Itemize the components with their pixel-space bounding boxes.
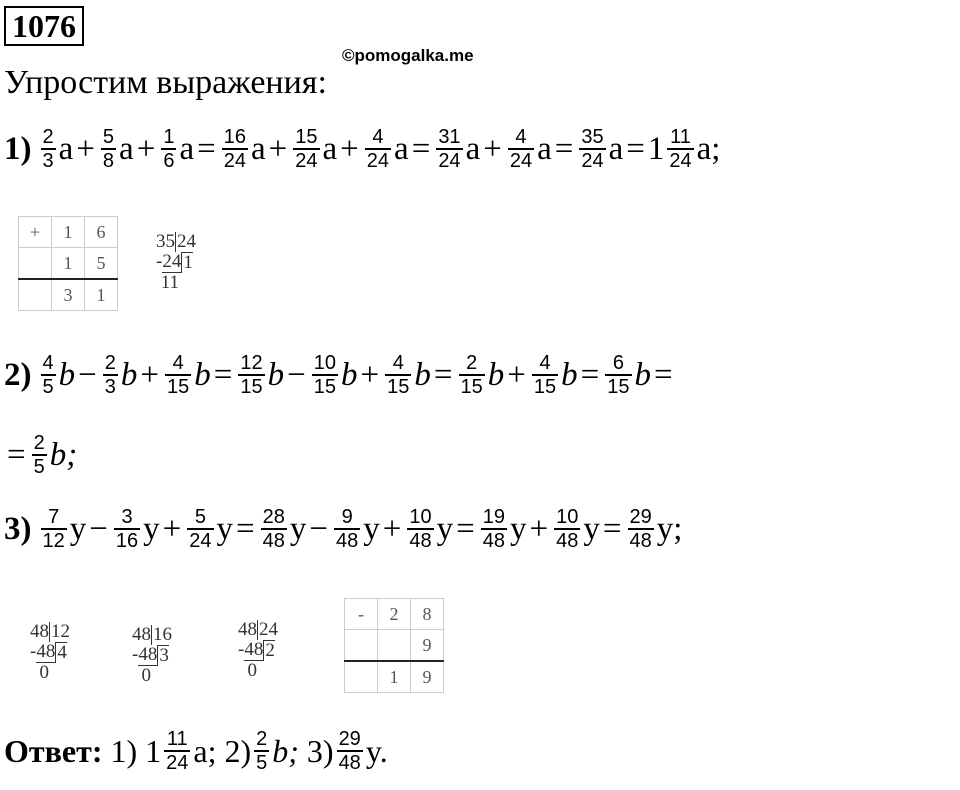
fraction: $\frac{35}{24}$ bbox=[581, 126, 604, 172]
fraction: $\frac{2}{5}$ bbox=[33, 432, 45, 478]
fraction: $\frac{10}{15}$ bbox=[313, 352, 336, 398]
fraction: $\frac{4}{15}$ bbox=[167, 352, 190, 398]
var: y bbox=[289, 510, 307, 547]
var: y bbox=[69, 510, 87, 547]
long-division-4: 48 24 - 48 2 0 bbox=[238, 619, 278, 681]
op: = bbox=[411, 130, 431, 167]
equation-3 bbox=[4, 506, 682, 552]
fraction: $\frac{16}{24}$ bbox=[223, 126, 246, 172]
fraction: $\frac{19}{48}$ bbox=[482, 506, 505, 552]
answer-item-label: 3) bbox=[306, 732, 334, 769]
fraction: $\frac{1}{6}$ bbox=[163, 126, 175, 172]
fraction: $\frac{12}{15}$ bbox=[240, 352, 263, 398]
eq2-label: 2) bbox=[4, 356, 32, 393]
var: a bbox=[250, 130, 266, 167]
var: b bbox=[120, 356, 138, 393]
fraction: $\frac{29}{48}$ bbox=[338, 728, 361, 774]
op: + bbox=[507, 356, 526, 393]
fraction: $\frac{15}{24}$ bbox=[295, 126, 318, 172]
op: = bbox=[7, 436, 26, 473]
var: y; bbox=[656, 510, 683, 547]
var: b bbox=[194, 356, 211, 393]
var: y bbox=[216, 510, 233, 547]
column-subtraction: - 2 8 9 1 9 bbox=[344, 598, 444, 693]
var: b bbox=[634, 356, 651, 393]
answer-label: Ответ: bbox=[4, 732, 103, 769]
answer-item-label: 2) bbox=[224, 732, 252, 769]
op: + bbox=[340, 130, 359, 167]
op: = bbox=[554, 130, 574, 167]
fraction: $\frac{6}{15}$ bbox=[607, 352, 630, 398]
column-addition-1: + 1 6 1 5 3 1 bbox=[18, 216, 118, 311]
op: − bbox=[78, 356, 97, 393]
op: + bbox=[483, 130, 502, 167]
fraction: $\frac{28}{48}$ bbox=[262, 506, 285, 552]
op: − bbox=[287, 356, 306, 393]
var: y bbox=[510, 510, 527, 547]
fraction: $\frac{4}{5}$ bbox=[42, 352, 54, 398]
var: a bbox=[608, 130, 624, 167]
equation-2-cont bbox=[4, 432, 77, 478]
var: b bbox=[487, 356, 505, 393]
equation-2 bbox=[4, 352, 676, 398]
op: = bbox=[236, 510, 255, 547]
op: + bbox=[76, 130, 95, 167]
fraction: $\frac{10}{48}$ bbox=[409, 506, 432, 552]
mixed-whole: 1 bbox=[647, 130, 665, 167]
var: y bbox=[363, 510, 380, 547]
long-division-1: 35 24 - 24 1 11 bbox=[156, 231, 196, 293]
fraction: $\frac{9}{48}$ bbox=[336, 506, 359, 552]
op: = bbox=[580, 356, 600, 393]
var: b bbox=[561, 356, 578, 393]
var: a bbox=[394, 130, 409, 167]
op: + bbox=[136, 130, 156, 167]
answer-line bbox=[4, 728, 388, 774]
op: = bbox=[626, 130, 645, 167]
op: = bbox=[213, 356, 233, 393]
long-division-2: 48 12 - 48 4 0 bbox=[30, 621, 70, 683]
watermark: ©pomogalka.me bbox=[342, 46, 474, 65]
fraction: $\frac{10}{48}$ bbox=[556, 506, 579, 552]
fraction: $\frac{11}{24}$ bbox=[166, 728, 189, 774]
op: + bbox=[529, 510, 549, 547]
fraction: $\frac{4}{24}$ bbox=[509, 126, 533, 172]
var: b bbox=[341, 356, 358, 393]
op: + bbox=[140, 356, 159, 393]
op: = bbox=[456, 510, 475, 547]
var: a bbox=[58, 130, 74, 167]
var: y bbox=[143, 510, 160, 547]
var: y. bbox=[365, 732, 388, 769]
var: a; bbox=[696, 130, 721, 167]
op: = bbox=[197, 130, 216, 167]
fraction: $\frac{3}{16}$ bbox=[115, 506, 139, 552]
long-division-3: 48 16 - 48 3 0 bbox=[132, 624, 172, 686]
fraction: $\frac{31}{24}$ bbox=[438, 126, 461, 172]
fraction: $\frac{2}{5}$ bbox=[256, 728, 268, 774]
op: = bbox=[433, 356, 453, 393]
var: a bbox=[465, 130, 481, 167]
fraction: $\frac{7}{12}$ bbox=[42, 506, 65, 552]
answer-item-label: 1) bbox=[110, 732, 138, 769]
eq3-label: 3) bbox=[4, 510, 32, 547]
var: b; bbox=[49, 436, 78, 473]
var: y bbox=[583, 510, 600, 547]
fraction: $\frac{29}{48}$ bbox=[629, 506, 652, 552]
op: = bbox=[602, 510, 622, 547]
op: + bbox=[268, 130, 288, 167]
eq1-label: 1) bbox=[4, 130, 32, 167]
op: + bbox=[360, 356, 380, 393]
intro-text: Упростим выражения: bbox=[4, 64, 327, 101]
var: b bbox=[267, 356, 285, 393]
fraction: $\frac{4}{15}$ bbox=[533, 352, 557, 398]
op: − bbox=[309, 510, 328, 547]
fraction: $\frac{11}{24}$ bbox=[669, 126, 692, 172]
fraction: $\frac{2}{15}$ bbox=[460, 352, 483, 398]
fraction: $\frac{4}{24}$ bbox=[366, 126, 390, 172]
var: b bbox=[414, 356, 431, 393]
fraction: $\frac{2}{3}$ bbox=[42, 126, 54, 172]
var: a bbox=[322, 130, 338, 167]
var: a bbox=[179, 130, 195, 167]
op: + bbox=[162, 510, 182, 547]
var: b bbox=[58, 356, 76, 393]
fraction: $\frac{2}{3}$ bbox=[104, 352, 116, 398]
var: a bbox=[119, 130, 134, 167]
var: a; bbox=[193, 732, 217, 769]
fraction: $\frac{5}{8}$ bbox=[102, 126, 115, 172]
var: b; bbox=[272, 732, 299, 769]
op: + bbox=[382, 510, 402, 547]
op: − bbox=[89, 510, 108, 547]
var: a bbox=[537, 130, 552, 167]
var: y bbox=[436, 510, 454, 547]
mixed-whole: 1 bbox=[145, 732, 162, 769]
fraction: $\frac{5}{24}$ bbox=[189, 506, 212, 552]
problem-number: 1076 bbox=[4, 6, 84, 46]
equation-1 bbox=[4, 126, 720, 172]
op: = bbox=[654, 356, 673, 393]
fraction: $\frac{4}{15}$ bbox=[387, 352, 410, 398]
